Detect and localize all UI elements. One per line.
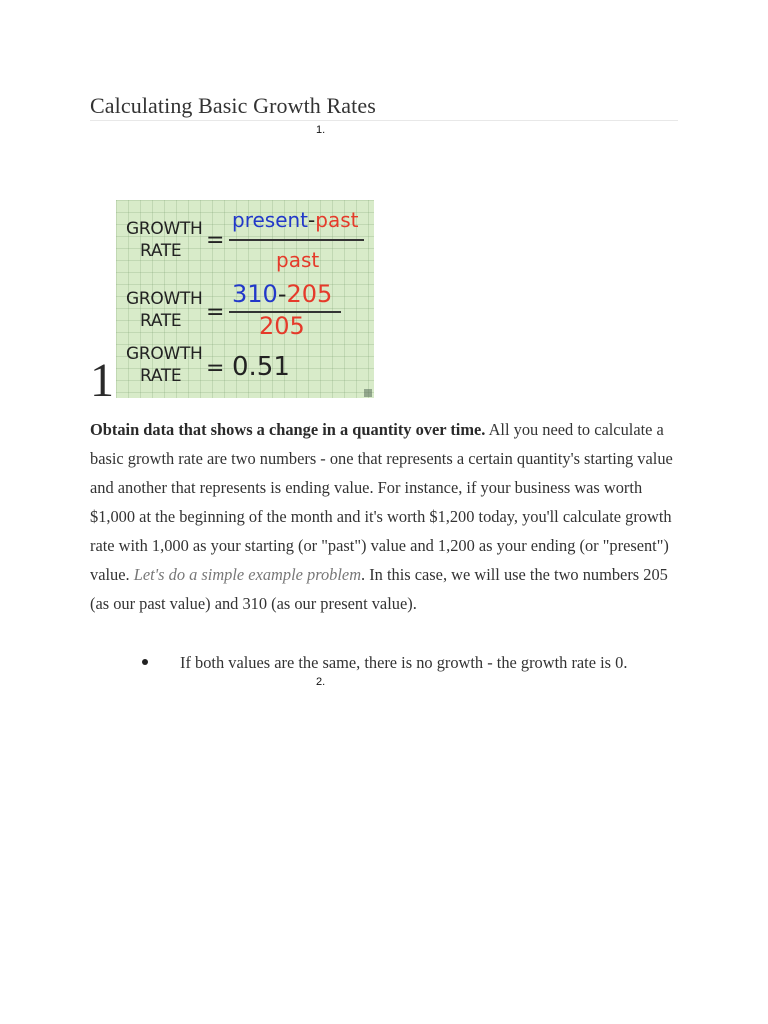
numerator-values	[232, 280, 332, 308]
past-value: 205	[286, 280, 333, 308]
step-number: 1	[90, 354, 114, 407]
rate-label-3b: RATE	[140, 366, 182, 386]
step-body-text: All you need to calculate a basic growth rate are two numbers - one that represents a certain quantity's starting value and another that represents is ending value. For instance, if your business was worth $1,000 at the beginning of the month and it's worth $1,200 today, you'll calculate growth rate with 1,000 as your starting (or "past") value and 1,200 as your ending (or "present") value.	[90, 420, 673, 584]
present-value: 310	[232, 280, 278, 308]
page-title: Calculating Basic Growth Rates	[90, 93, 376, 118]
numerator-formula	[232, 208, 358, 232]
fraction-bar-1	[229, 239, 364, 241]
past-term: past	[315, 208, 359, 232]
growth-label-3a: GROWTH	[126, 344, 203, 364]
example-link-text: Let's do a simple example problem	[133, 565, 362, 584]
equals-sign-2: =	[206, 300, 225, 325]
result-value: 0.51	[232, 352, 290, 382]
step-paragraph	[90, 415, 682, 618]
step-bold-lead: Obtain data that shows a change in a quantity over time.	[90, 420, 486, 439]
list-number-2: 2.	[316, 676, 326, 688]
step-body-text-2: . In this case, we will use the two numbers 205 (as our past value) and 310 (as our present value).	[90, 565, 668, 613]
equals-sign-1: =	[206, 228, 225, 253]
bullet-dot-icon	[142, 659, 148, 665]
denominator-value: 205	[259, 312, 305, 340]
list-number-1: 1.	[316, 124, 326, 136]
present-term: present	[232, 208, 309, 232]
minus-sign-2: -	[277, 280, 287, 308]
wikihow-watermark	[364, 389, 372, 397]
denominator-past: past	[276, 248, 320, 272]
growth-label-2a: GROWTH	[126, 289, 203, 309]
growth-label-1a: GROWTH	[126, 219, 203, 239]
equals-sign-3: =	[206, 356, 225, 381]
bullet-text: If both values are the same, there is no growth - the growth rate is 0.	[180, 653, 628, 672]
minus-sign-1: -	[308, 208, 316, 232]
growth-rate-formula-image	[116, 200, 374, 398]
rate-label-2b: RATE	[140, 311, 182, 331]
title-divider	[90, 120, 678, 121]
rate-label-1b: RATE	[140, 241, 182, 261]
